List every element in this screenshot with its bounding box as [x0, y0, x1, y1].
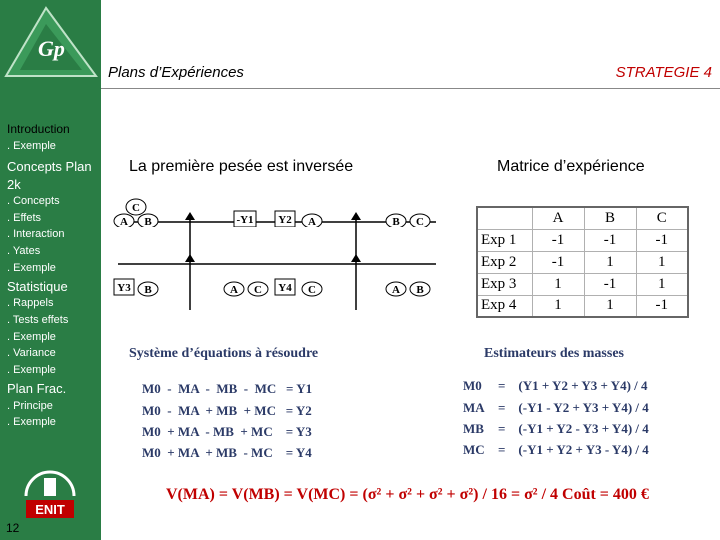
matrix-cell: 1 — [636, 273, 688, 295]
matrix-col-B: B — [584, 207, 636, 229]
matrix-row-label: Exp 4 — [477, 295, 532, 317]
matrix-cell: 1 — [584, 251, 636, 273]
estimator-rhs-0: = (Y1 + Y2 + Y3 + Y4) / 4 — [498, 378, 648, 393]
sidebar-item-rappels[interactable]: . Rappels — [7, 297, 54, 309]
left-title: La première pesée est inversée — [129, 158, 354, 175]
matrix-row — [477, 229, 688, 251]
equation-2: M0 - MA + MB + MC = Y2 — [142, 403, 312, 418]
weight-Y3: Y3 — [117, 282, 131, 294]
bags-row-1 — [110, 195, 450, 227]
estimator-lhs-2: MB — [463, 421, 484, 436]
sidebar-item-concepts[interactable]: . Concepts — [7, 195, 60, 207]
header-divider — [101, 88, 720, 89]
bag-B-3: B — [144, 284, 152, 296]
sidebar-item-exemple-5[interactable]: . Exemple — [7, 416, 56, 428]
sidebar-section-introduction[interactable]: Introduction — [7, 122, 70, 136]
matrix-row — [477, 273, 688, 295]
sidebar-section-plan-frac[interactable]: Plan Frac. — [7, 381, 67, 396]
weight-Y2: Y2 — [278, 214, 292, 226]
variance-cost-formula: V(MA) = V(MB) = V(MC) = (σ² + σ² + σ² + σ²) / 16 = σ² / 4 Coût = 400 € — [166, 486, 649, 503]
bag-A-3: A — [230, 284, 238, 296]
doc-title: Plans d’Expériences — [108, 64, 244, 81]
matrix-cell: 1 — [532, 273, 584, 295]
matrix-cell: -1 — [584, 273, 636, 295]
strategy-title: STRATEGIE 4 — [615, 64, 712, 81]
sidebar-item-variance[interactable]: . Variance — [7, 347, 56, 359]
estimator-lhs-0: M0 — [463, 378, 482, 393]
matrix-cell: -1 — [532, 229, 584, 251]
matrix-row — [477, 295, 688, 317]
weight-neg-Y1: -Y1 — [236, 214, 254, 226]
sidebar-item-effets[interactable]: . Effets — [7, 212, 42, 224]
weight-Y4: Y4 — [278, 282, 292, 294]
matrix-cell: 1 — [636, 251, 688, 273]
bag-B-4: B — [416, 284, 424, 296]
matrix-row-label: Exp 3 — [477, 273, 532, 295]
estimator-lhs-1: MA — [463, 400, 485, 415]
matrix-row-label: Exp 2 — [477, 251, 532, 273]
sidebar-item-tests-effets[interactable]: . Tests effets — [7, 314, 69, 326]
sidebar-item-exemple-3[interactable]: . Exemple — [7, 331, 56, 343]
matrix-row-label: Exp 1 — [477, 229, 532, 251]
logo-text: Gp — [38, 36, 65, 61]
sidebar-item-exemple-2[interactable]: . Exemple — [7, 262, 56, 274]
sidebar-item-exemple[interactable]: . Exemple — [7, 140, 56, 152]
equation-4: M0 + MA + MB - MC = Y4 — [142, 445, 312, 460]
sidebar-section-concepts[interactable] — [7, 158, 97, 194]
estimator-rhs-2: = (-Y1 + Y2 - Y3 + Y4) / 4 — [498, 421, 649, 436]
matrix-cell: -1 — [636, 229, 688, 251]
matrix-cell: -1 — [532, 251, 584, 273]
matrix-cell: 1 — [532, 295, 584, 317]
matrix-col-C: C — [636, 207, 688, 229]
sidebar-section-concepts-label: Concepts Plan 2k — [7, 159, 92, 192]
bag-C-1: C — [132, 202, 140, 214]
sidebar-item-interaction[interactable]: . Interaction — [7, 228, 65, 240]
bag-B-1: B — [144, 216, 152, 227]
bag-B-2: B — [392, 216, 400, 227]
bag-A-4: A — [392, 284, 400, 296]
enit-logo-icon — [22, 470, 78, 522]
page-number: 12 — [6, 521, 20, 535]
enit-logo-text: ENIT — [35, 502, 65, 517]
sidebar-section-statistique[interactable]: Statistique — [7, 279, 68, 294]
equation-3: M0 + MA - MB + MC = Y3 — [142, 424, 312, 439]
system-title: Système d’équations à résoudre — [129, 346, 319, 361]
matrix-row — [477, 251, 688, 273]
matrix-header-row — [477, 207, 688, 229]
gp-logo-icon — [0, 0, 101, 88]
estimator-rhs-1: = (-Y1 - Y2 + Y3 + Y4) / 4 — [498, 400, 649, 415]
equation-1: M0 - MA - MB - MC = Y1 — [142, 381, 313, 396]
bag-C-4: C — [308, 284, 316, 296]
estimators-title: Estimateurs des masses — [484, 346, 624, 361]
matrix-corner — [477, 207, 532, 229]
right-title: Matrice d’expérience — [497, 158, 645, 175]
bag-A-1: A — [120, 216, 128, 227]
bag-A-2: A — [308, 216, 316, 227]
estimator-lhs-3: MC — [463, 442, 485, 457]
sidebar-item-principe[interactable]: . Principe — [7, 400, 53, 412]
sidebar-item-exemple-4[interactable]: . Exemple — [7, 364, 56, 376]
matrix-cell: -1 — [636, 295, 688, 317]
bag-C-2: C — [416, 216, 424, 227]
sidebar-item-yates[interactable]: . Yates — [7, 245, 41, 257]
matrix-cell: 1 — [584, 295, 636, 317]
logo-box — [0, 0, 101, 88]
enit-logo — [22, 470, 78, 522]
bags-row-2 — [110, 275, 450, 299]
matrix-col-A: A — [532, 207, 584, 229]
bag-C-3: C — [254, 284, 262, 296]
matrix-cell: -1 — [584, 229, 636, 251]
estimator-rhs-3: = (-Y1 + Y2 + Y3 - Y4) / 4 — [498, 442, 649, 457]
experiment-matrix — [476, 206, 689, 318]
